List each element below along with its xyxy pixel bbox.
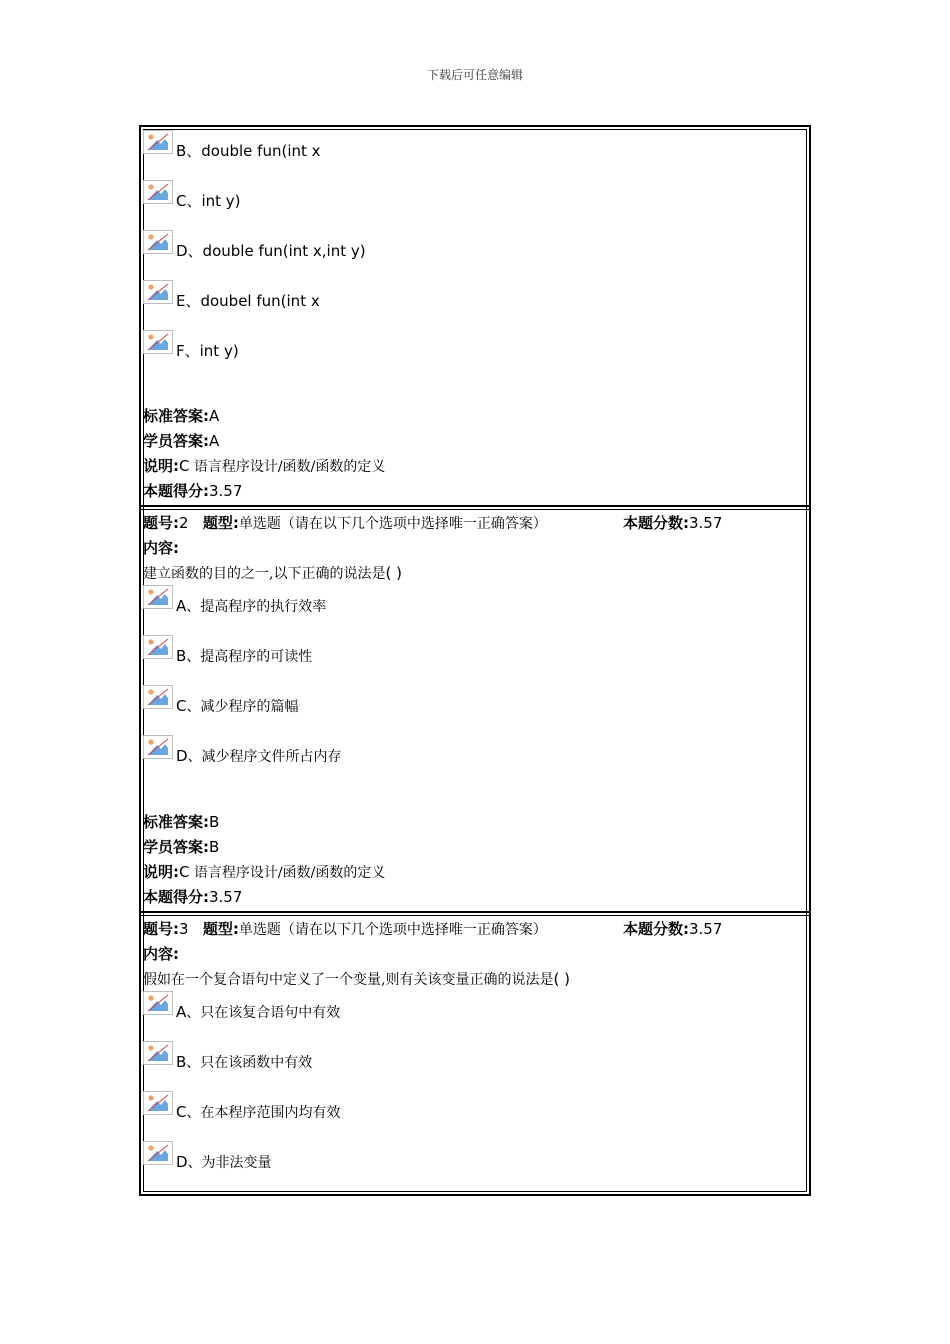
broken-image-icon (143, 280, 173, 304)
question-score: 本题分数:3.57 (623, 514, 723, 532)
student-answer: 学员答案:B (143, 838, 220, 856)
page-header: 下载后可任意编辑 (426, 68, 523, 82)
option-text: B、double fun(int x (176, 142, 321, 160)
question-text: 假如在一个复合语句中定义了一个变量,则有关该变量正确的说法是( ) (143, 970, 570, 988)
broken-image-icon (143, 1041, 173, 1065)
question-divider (141, 911, 809, 913)
option-text: D、减少程序文件所占内存 (176, 747, 342, 765)
option-text: D、double fun(int x,int y) (176, 242, 366, 260)
question-score: 本题分数:3.57 (623, 920, 723, 938)
option-text: B、只在该函数中有效 (176, 1053, 313, 1071)
score-obtained: 本题得分:3.57 (143, 888, 243, 906)
broken-image-icon (143, 685, 173, 709)
content-label: 内容: (143, 945, 179, 963)
broken-image-icon (143, 180, 173, 204)
standard-answer: 标准答案:A (143, 407, 220, 425)
option-text: A、提高程序的执行效率 (176, 597, 327, 615)
standard-answer: 标准答案:B (143, 813, 220, 831)
explanation: 说明:C 语言程序设计/函数/函数的定义 (143, 863, 386, 881)
option-text: B、提高程序的可读性 (176, 647, 313, 665)
broken-image-icon (143, 130, 173, 154)
option-text: C、在本程序范围内均有效 (176, 1103, 341, 1121)
question-text: 建立函数的目的之一,以下正确的说法是( ) (143, 564, 402, 582)
broken-image-icon (143, 585, 173, 609)
broken-image-icon (143, 1091, 173, 1115)
content-label: 内容: (143, 539, 179, 557)
broken-image-icon (143, 230, 173, 254)
option-text: C、减少程序的篇幅 (176, 697, 299, 715)
broken-image-icon (143, 991, 173, 1015)
option-text: D、为非法变量 (176, 1153, 272, 1171)
broken-image-icon (143, 330, 173, 354)
student-answer: 学员答案:A (143, 432, 220, 450)
option-text: F、int y) (176, 342, 239, 360)
question-meta: 题号:2 题型:单选题（请在以下几个选项中选择唯一正确答案） (143, 514, 547, 532)
broken-image-icon (143, 635, 173, 659)
score-obtained: 本题得分:3.57 (143, 482, 243, 500)
option-text: E、doubel fun(int x (176, 292, 320, 310)
explanation: 说明:C 语言程序设计/函数/函数的定义 (143, 457, 386, 475)
question-divider (141, 505, 809, 507)
broken-image-icon (143, 1141, 173, 1165)
broken-image-icon (143, 735, 173, 759)
option-text: C、int y) (176, 192, 241, 210)
option-text: A、只在该复合语句中有效 (176, 1003, 341, 1021)
question-meta: 题号:3 题型:单选题（请在以下几个选项中选择唯一正确答案） (143, 920, 547, 938)
